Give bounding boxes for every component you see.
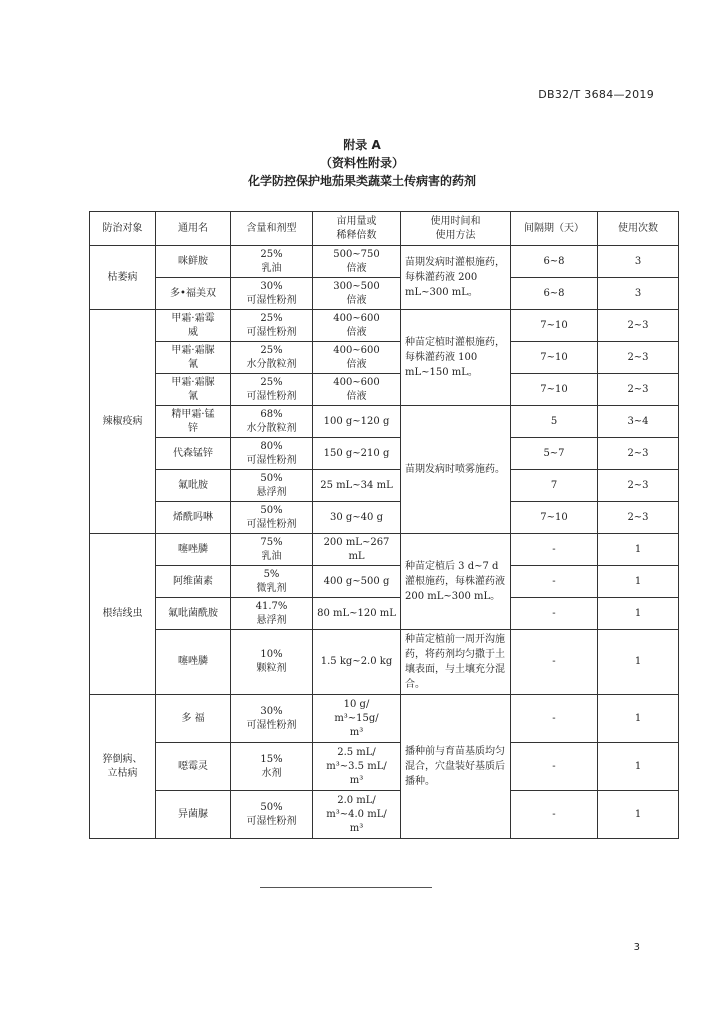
formulation-cell-line: 可湿性粉剂 <box>246 815 297 827</box>
formulation-cell-line: 乳油 <box>261 262 282 274</box>
dosage-cell-line: 2.5 mL/ <box>337 746 376 758</box>
common-name-cell-line: 咪鲜胺 <box>178 255 208 267</box>
dosage-cell-line: 倍液 <box>346 358 367 370</box>
dosage-cell-line: 150 g~210 g <box>323 447 390 459</box>
target-cell-line: 立枯病 <box>107 767 138 779</box>
formulation-cell-line: 水分散粒剂 <box>246 422 297 434</box>
column-header-line: 使用时间和 <box>430 215 481 227</box>
table-row <box>90 566 679 598</box>
interval-cell: 7~10 <box>511 342 598 374</box>
formulation-cell-line: 25% <box>260 312 283 324</box>
times-cell: 1 <box>598 743 679 791</box>
dosage-cell-line: m³ <box>349 726 364 738</box>
dosage-cell <box>313 791 401 839</box>
formulation-cell <box>231 246 313 278</box>
table-row <box>90 374 679 406</box>
dosage-cell-line: 400~600 <box>333 344 380 356</box>
formulation-cell <box>231 695 313 743</box>
times-cell: 2~3 <box>598 438 679 470</box>
interval-cell: - <box>511 598 598 630</box>
dosage-cell-line: 10 g/ <box>343 698 370 710</box>
formulation-cell-line: 水分散粒剂 <box>246 358 297 370</box>
appendix-label: 附录 A <box>343 138 381 152</box>
dosage-cell <box>313 310 401 342</box>
dosage-cell <box>313 406 401 438</box>
formulation-cell-line: 乳油 <box>261 550 282 562</box>
dosage-cell <box>313 502 401 534</box>
formulation-cell <box>231 598 313 630</box>
times-cell: 1 <box>598 598 679 630</box>
common-name-cell-line: 精甲霜·锰 <box>171 408 215 420</box>
formulation-cell <box>231 534 313 566</box>
common-name-cell-line: 威 <box>188 326 198 338</box>
column-header-line: 使用次数 <box>618 222 658 234</box>
table-row <box>90 534 679 566</box>
common-name-cell <box>156 438 231 470</box>
table-row <box>90 470 679 502</box>
common-name-cell <box>156 374 231 406</box>
formulation-cell-line: 80% <box>260 440 283 452</box>
common-name-cell-line: 噁霉灵 <box>178 760 208 772</box>
formulation-cell <box>231 566 313 598</box>
formulation-cell-line: 25% <box>260 376 283 388</box>
interval-cell: 6~8 <box>511 246 598 278</box>
common-name-cell-line: 烯酰吗啉 <box>173 511 213 523</box>
target-cell-line: 根结线虫 <box>102 608 143 619</box>
dosage-cell-line: 200 mL~267 <box>323 536 390 548</box>
target-cell-line: 枯萎病 <box>107 271 138 283</box>
formulation-cell-line: 30% <box>260 280 283 292</box>
usage-method-cell: 种苗定植前一周开沟施药，将药剂均匀撒于土壤表面，与土壤充分混合。 <box>401 630 511 695</box>
usage-method-cell: 苗期发病时灌根施药，每株灌药液 200 mL~300 mL。 <box>401 246 511 310</box>
column-header-line: 防治对象 <box>102 222 143 234</box>
interval-cell: 6~8 <box>511 278 598 310</box>
times-cell: 1 <box>598 695 679 743</box>
table-header-row <box>90 212 679 246</box>
interval-cell: 7~10 <box>511 374 598 406</box>
table-row <box>90 502 679 534</box>
table-row <box>90 598 679 630</box>
column-header-line: 稀释倍数 <box>336 229 377 241</box>
dosage-cell-line: 25 mL~34 mL <box>320 479 393 491</box>
times-cell: 1 <box>598 630 679 695</box>
dosage-cell-line: m³~15g/ <box>334 712 379 724</box>
page-number: 3 <box>633 942 640 953</box>
column-header <box>90 212 156 246</box>
formulation-cell-line: 悬浮剂 <box>256 486 287 498</box>
dosage-cell <box>313 566 401 598</box>
dosage-cell <box>313 342 401 374</box>
usage-method-cell: 种苗定植时灌根施药，每株灌药液 100 mL~150 mL。 <box>401 310 511 406</box>
common-name-cell-line: 氰 <box>188 358 198 370</box>
dosage-cell <box>313 438 401 470</box>
common-name-cell <box>156 278 231 310</box>
target-cell <box>90 695 156 839</box>
table-row <box>90 630 679 695</box>
times-cell: 1 <box>598 534 679 566</box>
table-row <box>90 246 679 278</box>
table-row <box>90 406 679 438</box>
interval-cell: - <box>511 630 598 695</box>
common-name-cell-line: 噻唑膦 <box>178 656 208 667</box>
common-name-cell <box>156 630 231 695</box>
common-name-cell <box>156 743 231 791</box>
dosage-cell <box>313 743 401 791</box>
common-name-cell <box>156 310 231 342</box>
table-row <box>90 743 679 791</box>
formulation-cell-line: 颗粒剂 <box>256 663 287 674</box>
formulation-cell <box>231 406 313 438</box>
common-name-cell <box>156 791 231 839</box>
formulation-cell-line: 可湿性粉剂 <box>246 326 297 338</box>
formulation-cell-line: 68% <box>260 408 283 420</box>
end-rule <box>260 887 432 888</box>
formulation-cell-line: 可湿性粉剂 <box>246 454 297 466</box>
formulation-cell-line: 50% <box>260 504 283 516</box>
formulation-cell <box>231 278 313 310</box>
pesticide-table <box>89 211 679 839</box>
formulation-cell-line: 30% <box>260 705 283 717</box>
formulation-cell-line: 可湿性粉剂 <box>246 719 297 731</box>
dosage-cell-line: 30 g~40 g <box>330 511 383 523</box>
dosage-cell-line: mL <box>348 550 365 562</box>
times-cell: 3~4 <box>598 406 679 438</box>
formulation-cell <box>231 374 313 406</box>
column-header-line: 亩用量或 <box>336 215 377 227</box>
dosage-cell-line: 倍液 <box>346 294 367 306</box>
times-cell: 3 <box>598 278 679 310</box>
formulation-cell-line: 15% <box>260 753 283 765</box>
table-row <box>90 438 679 470</box>
formulation-cell-line: 可湿性粉剂 <box>246 518 297 530</box>
common-name-cell-line: 噻唑膦 <box>178 543 208 555</box>
formulation-cell-line: 可湿性粉剂 <box>246 390 297 402</box>
common-name-cell <box>156 534 231 566</box>
dosage-cell-line: m³~4.0 mL/ <box>326 808 387 820</box>
times-cell: 1 <box>598 791 679 839</box>
dosage-cell <box>313 470 401 502</box>
dosage-cell-line: m³ <box>349 822 364 834</box>
interval-cell: - <box>511 743 598 791</box>
formulation-cell-line: 可湿性粉剂 <box>246 294 297 306</box>
common-name-cell-line: 甲霜·霜霉 <box>171 312 215 324</box>
column-header-line: 使用方法 <box>435 229 476 241</box>
times-cell: 3 <box>598 246 679 278</box>
dosage-cell-line: 倍液 <box>346 326 367 338</box>
formulation-cell-line: 25% <box>260 344 283 356</box>
appendix-title: 化学防控保护地茄果类蔬菜土传病害的药剂 <box>247 174 476 188</box>
common-name-cell <box>156 406 231 438</box>
common-name-cell <box>156 342 231 374</box>
dosage-cell-line: 400~600 <box>333 312 380 324</box>
dosage-cell-line: 1.5 kg~2.0 kg <box>320 656 393 667</box>
common-name-cell-line: 氰 <box>188 390 198 402</box>
table-row <box>90 310 679 342</box>
column-header <box>401 212 511 246</box>
dosage-cell <box>313 598 401 630</box>
common-name-cell <box>156 695 231 743</box>
common-name-cell <box>156 566 231 598</box>
dosage-cell <box>313 246 401 278</box>
usage-method-cell: 种苗定植后 3 d~7 d 灌根施药，每株灌药液 200 mL~300 mL。 <box>401 534 511 630</box>
times-cell: 2~3 <box>598 374 679 406</box>
formulation-cell-line: 5% <box>263 568 280 580</box>
column-header <box>156 212 231 246</box>
common-name-cell <box>156 502 231 534</box>
dosage-cell-line: 500~750 <box>333 248 380 260</box>
dosage-cell-line: 300~500 <box>333 280 380 292</box>
common-name-cell-line: 阿维菌素 <box>173 575 213 587</box>
interval-cell: 7~10 <box>511 502 598 534</box>
table-row <box>90 791 679 839</box>
interval-cell: - <box>511 534 598 566</box>
formulation-cell-line: 50% <box>260 801 283 813</box>
formulation-cell-line: 50% <box>260 472 283 484</box>
common-name-cell <box>156 246 231 278</box>
formulation-cell-line: 水剂 <box>261 767 282 779</box>
common-name-cell-line: 甲霜·霜脲 <box>171 376 215 388</box>
common-name-cell-line: 多 福 <box>181 712 205 724</box>
table-row <box>90 342 679 374</box>
column-header <box>313 212 401 246</box>
appendix-heading <box>0 136 724 190</box>
dosage-cell <box>313 534 401 566</box>
usage-method-cell: 播种前与育苗基质均匀混合，穴盘装好基质后播种。 <box>401 695 511 839</box>
interval-cell: - <box>511 791 598 839</box>
dosage-cell-line: 2.0 mL/ <box>337 794 376 806</box>
formulation-cell-line: 75% <box>260 536 283 548</box>
times-cell: 2~3 <box>598 310 679 342</box>
times-cell: 2~3 <box>598 470 679 502</box>
common-name-cell-line: 多•福美双 <box>170 287 216 299</box>
formulation-cell <box>231 502 313 534</box>
dosage-cell <box>313 374 401 406</box>
formulation-cell-line: 41.7% <box>255 600 288 612</box>
formulation-cell-line: 微乳剂 <box>256 582 287 594</box>
dosage-cell <box>313 278 401 310</box>
formulation-cell <box>231 743 313 791</box>
formulation-cell-line: 悬浮剂 <box>256 614 287 626</box>
formulation-cell <box>231 310 313 342</box>
formulation-cell <box>231 791 313 839</box>
dosage-cell <box>313 695 401 743</box>
column-header <box>598 212 679 246</box>
column-header-line: 通用名 <box>178 222 208 234</box>
dosage-cell-line: m³ <box>349 774 364 786</box>
times-cell: 2~3 <box>598 502 679 534</box>
column-header-line: 间隔期（天） <box>524 222 584 234</box>
common-name-cell <box>156 598 231 630</box>
target-cell-line: 辣椒疫病 <box>102 415 143 427</box>
times-cell: 1 <box>598 566 679 598</box>
target-cell <box>90 534 156 695</box>
dosage-cell-line: 100 g~120 g <box>323 415 390 427</box>
table-row <box>90 695 679 743</box>
common-name-cell-line: 代森锰锌 <box>173 447 213 459</box>
formulation-cell <box>231 438 313 470</box>
dosage-cell-line: 倍液 <box>346 262 367 274</box>
dosage-cell-line: m³~3.5 mL/ <box>326 760 387 772</box>
interval-cell: 7 <box>511 470 598 502</box>
common-name-cell <box>156 470 231 502</box>
usage-method-cell: 苗期发病时喷雾施药。 <box>401 406 511 534</box>
dosage-cell-line: 400~600 <box>333 376 380 388</box>
formulation-cell <box>231 342 313 374</box>
dosage-cell-line: 倍液 <box>346 390 367 402</box>
interval-cell: 5~7 <box>511 438 598 470</box>
common-name-cell-line: 氟吡胺 <box>178 479 208 491</box>
common-name-cell-line: 异菌脲 <box>178 808 208 820</box>
formulation-cell <box>231 630 313 695</box>
appendix-type: （资料性附录） <box>319 156 404 170</box>
column-header-line: 含量和剂型 <box>246 222 297 234</box>
formulation-cell-line: 25% <box>260 248 283 260</box>
common-name-cell-line: 甲霜·霜脲 <box>171 344 215 356</box>
table-body <box>90 246 679 839</box>
column-header <box>231 212 313 246</box>
target-cell <box>90 310 156 534</box>
dosage-cell-line: 80 mL~120 mL <box>317 607 396 619</box>
formulation-cell-line: 10% <box>260 649 283 660</box>
common-name-cell-line: 锌 <box>188 422 198 434</box>
dosage-cell-line: 400 g~500 g <box>323 575 390 587</box>
times-cell: 2~3 <box>598 342 679 374</box>
table-row <box>90 278 679 310</box>
interval-cell: 5 <box>511 406 598 438</box>
interval-cell: - <box>511 566 598 598</box>
column-header <box>511 212 598 246</box>
common-name-cell-line: 氟吡菌酰胺 <box>168 607 218 619</box>
dosage-cell <box>313 630 401 695</box>
target-cell <box>90 246 156 310</box>
target-cell-line: 猝倒病、 <box>102 753 143 765</box>
document-code: DB32/T 3684—2019 <box>538 88 654 101</box>
interval-cell: - <box>511 695 598 743</box>
formulation-cell <box>231 470 313 502</box>
interval-cell: 7~10 <box>511 310 598 342</box>
